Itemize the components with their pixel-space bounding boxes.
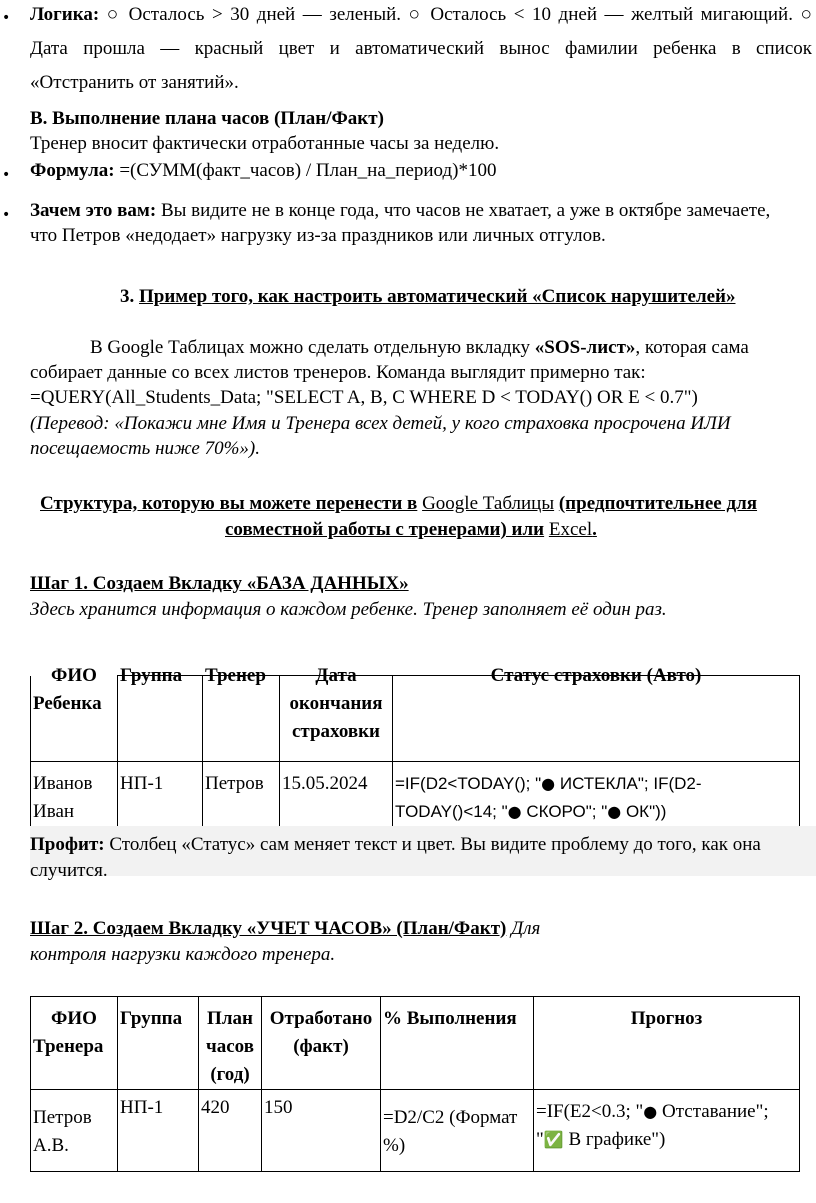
header-percent-cell (381, 997, 534, 1090)
header-group-cell (118, 665, 203, 762)
translation-line-1: (Перевод: «Покажи мне Имя и Тренера всех детей, у кого страховка просрочена ИЛИ (30, 413, 731, 434)
structure-excel: Excel (548, 519, 593, 540)
header-fact-l2: (факт) (293, 1036, 349, 1057)
red-circle-icon: ● (643, 1102, 658, 1121)
cell-coach-name-l1: Петров (33, 1107, 92, 1128)
cell-fact: 150 (262, 1090, 381, 1172)
profit-text-1: Столбец «Статус» сам меняет текст и цвет. Вы видите проблему до того, как она (109, 834, 761, 855)
header-date-l2: окончания (289, 693, 383, 714)
step-1-subtitle: Здесь хранится информация о каждом ребенке. Тренер заполняет её один раз. (30, 599, 667, 620)
query-formula: =QUERY(All_Students_Data; "SELECT A, B, C WHERE D < TODAY() OR E < 0.7") (30, 387, 698, 408)
step-2-subtitle-1: Для (511, 918, 541, 939)
step-2-title-line (30, 918, 540, 940)
step-2-title: Шаг 2. Создаем Вкладку «УЧЕТ ЧАСОВ» (План/Факт) (30, 918, 507, 939)
cell-name-l1: Иванов (33, 773, 93, 794)
structure-text-2: (предпочтительнее для (558, 493, 758, 514)
check-mark-icon: ✅ (543, 1130, 564, 1149)
table-row (31, 1090, 800, 1172)
bullet-icon: • (2, 10, 11, 26)
header-name-l2: Ребенка (33, 692, 102, 714)
status-formula-l2-a: TODAY()<14; " (395, 802, 508, 821)
forecast-formula-l2-b: В графике") (563, 1129, 666, 1150)
header-forecast: Прогноз (630, 1008, 703, 1029)
section-3-number: 3. (120, 286, 135, 307)
structure-dot: . (592, 519, 597, 540)
header-fact-l1: Отработано (269, 1008, 373, 1029)
section-b-title: B. Выполнение плана часов (План/Факт) (30, 108, 384, 129)
green-circle-icon: ● (607, 802, 622, 821)
why-label: Зачем это вам: (30, 200, 157, 221)
cell-group: НП-1 (118, 1090, 199, 1172)
percent-formula-l1: =D2/C2 (Формат (383, 1107, 518, 1128)
bullet-icon: • (2, 167, 11, 183)
step-1-title: Шаг 1. Создаем Вкладку «БАЗА ДАННЫХ» (30, 573, 409, 594)
sos-sheet-name: «SOS-лист» (534, 337, 636, 358)
logic-line-2: Дата прошла — красный цвет и автоматический вынос фамилии ребенка в список (30, 38, 812, 59)
cell-name-l2: Иван (33, 801, 75, 822)
header-status: Статус страховки (Авто) (490, 665, 702, 686)
why-line-1 (30, 200, 770, 222)
formula-label: Формула: (30, 160, 115, 181)
profit-line-2: случится. (30, 860, 108, 881)
cell-name (31, 762, 118, 830)
header-group: Группа (120, 1008, 183, 1029)
section-b-desc: Тренер вносит фактически отработанные часы за неделю. (30, 133, 500, 154)
logic-line-1 (30, 3, 812, 27)
cell-coach: Петров (203, 762, 280, 830)
table-header-row (31, 997, 800, 1090)
status-formula-l2 (395, 798, 797, 826)
forecast-formula-l2-a: " (536, 1129, 544, 1150)
cell-plan: 420 (199, 1090, 262, 1172)
why-line-2: что Петров «недодает» нагрузку из-за праздников или личных отгулов. (30, 225, 606, 246)
header-coach-name-l2: Тренера (33, 1036, 104, 1057)
cell-status-formula (393, 762, 800, 830)
header-plan-l2: часов (206, 1036, 254, 1057)
forecast-formula-l1-b: Отставание"; (657, 1101, 769, 1122)
translation-line-2: посещаемость ниже 70%»). (30, 438, 261, 459)
header-name-cell (31, 664, 118, 762)
sos-paragraph-line-2: собирает данные со всех листов тренеров. Команда выглядит примерно так: (30, 362, 646, 383)
header-date-cell (280, 665, 393, 762)
cell-coach-name (31, 1090, 118, 1172)
header-group-cell (118, 997, 199, 1090)
header-name-l1: ФИО (51, 664, 97, 686)
children-database-table (30, 664, 800, 830)
why-text-1: Вы видите не в конце года, что часов не хватает, а уже в октябре замечаете, (160, 200, 771, 221)
structure-text-3: совместной работы с тренерами) или (225, 519, 545, 540)
step-2-subtitle-2: контроля нагрузки каждого тренера. (30, 944, 336, 965)
header-status-cell (393, 665, 800, 762)
header-date-l3: страховки (291, 721, 381, 742)
header-plan-l3: (год) (210, 1064, 250, 1085)
profit-line-1 (30, 834, 761, 856)
forecast-formula-l1-a: =IF(E2<0.3; " (536, 1101, 644, 1122)
structure-google: Google Таблицы (422, 493, 555, 514)
bullet-icon: • (2, 207, 11, 223)
status-formula-l1-b: ИСТЕКЛА"; IF(D2- (555, 774, 702, 793)
formula-text: =(СУММ(факт_часов) / План_на_период)*100 (119, 160, 497, 181)
header-coach-cell (203, 665, 280, 762)
header-fact-cell (262, 997, 381, 1090)
logic-label: Логика: (30, 4, 100, 25)
section-3-title-text: Пример того, как настроить автоматический «Список нарушителей» (139, 286, 736, 307)
header-coach: Тренер (205, 665, 266, 686)
coach-hours-table (30, 996, 800, 1172)
status-formula-l2-c: ОК")) (621, 802, 667, 821)
logic-line-3: «Отстранить от занятий». (30, 72, 239, 93)
structure-heading-line-1 (40, 493, 757, 515)
cell-percent-formula (381, 1090, 534, 1172)
yellow-circle-icon: ● (507, 802, 522, 821)
cell-group: НП-1 (118, 762, 203, 830)
header-plan-cell (199, 997, 262, 1090)
forecast-formula-l1 (536, 1098, 797, 1126)
structure-heading-line-2 (225, 519, 597, 541)
status-formula-l1-a: =IF(D2<TODAY(); " (395, 774, 542, 793)
header-coach-name-cell (31, 997, 118, 1090)
structure-text-1: Структура, которую вы можете перенести в (40, 493, 418, 514)
table-header-row (31, 676, 800, 762)
sos-paragraph-line-1 (90, 337, 749, 359)
header-forecast-cell (534, 997, 800, 1090)
percent-formula-l2: %) (383, 1135, 406, 1156)
profit-label: Профит: (30, 834, 105, 855)
header-coach-name-l1: ФИО (51, 1008, 97, 1029)
red-circle-icon: ● (541, 774, 556, 793)
formula-line (30, 160, 497, 182)
status-formula-l2-b: СКОРО"; " (521, 802, 608, 821)
cell-coach-name-l2: А.В. (33, 1135, 69, 1156)
sos-text-post: , которая сама (635, 337, 749, 358)
cell-forecast-formula (534, 1090, 800, 1172)
cell-date: 15.05.2024 (280, 762, 393, 830)
status-formula-l1 (395, 770, 797, 798)
forecast-formula-l2 (536, 1126, 797, 1154)
header-plan-l1: План (207, 1008, 253, 1029)
logic-text-1: ○ Осталось > 30 дней — зеленый. ○ Осталось < 10 дней — желтый мигающий. ○ (106, 4, 812, 25)
header-date-l1: Дата (315, 665, 357, 686)
section-3-title (120, 286, 736, 308)
header-group: Группа (120, 665, 183, 686)
sos-text-pre: В Google Таблицах можно сделать отдельную вкладку (90, 337, 531, 358)
table-row (31, 762, 800, 830)
header-percent: % Выполнения (383, 1008, 517, 1029)
